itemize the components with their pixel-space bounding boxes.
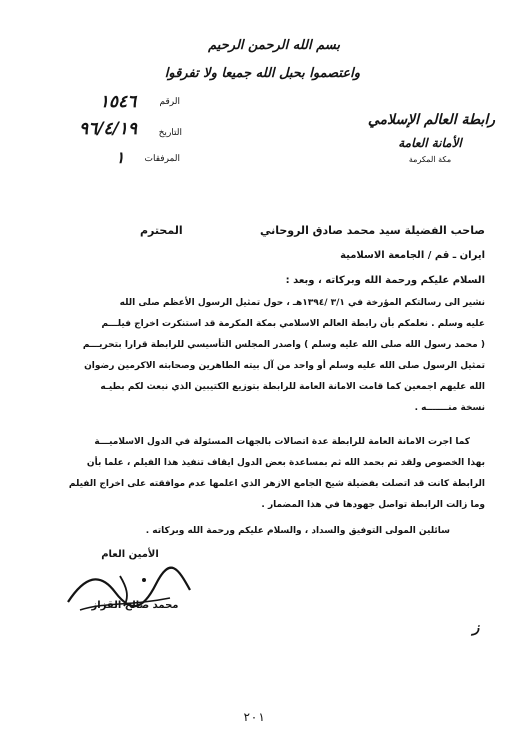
body-line: كما اجرت الامانة العامة للرابطة عدة اتصالات بالجهات المسئولة في الدول الاسلاميـــة [94, 437, 470, 447]
org-name: رابطة العالم الإسلامي [367, 112, 495, 128]
recipient-name: صاحب الفضيلة سيد محمد صادق الروحاني [259, 224, 485, 237]
body-line: ( محمد رسول الله صلى الله عليه وسلم ) واصدر المجلس التأسيسي للرابطة قرارا بتحريـــم [82, 340, 485, 350]
body-line: وما زالت الرابطة تواصل جهودها في هذا المضمار . [261, 500, 485, 510]
body-line: نشير الى رسالتكم المؤرخة في ٣/١ /١٣٩٤هـ ، حول تمثيل الرسول الأعظم صلى الله [119, 298, 485, 308]
org-city: مكة المكرمة [408, 155, 452, 164]
ref-number-label: الرقم [159, 97, 180, 107]
margin-note: ز [472, 620, 480, 636]
recipient-address: ايران ـ قم / الجامعة الاسلامية [340, 250, 485, 261]
basmala: بسم الله الرحمن الرحيم [208, 38, 340, 53]
date-label: التاريخ [158, 128, 182, 138]
org-department: الأمانة العامة [398, 136, 462, 150]
body-line: بهذا الخصوص ولقد تم بحمد الله ثم بمساعدة بعض الدول ايقاف تنفيذ هذا الفيلم ، علما بأن [86, 458, 485, 468]
body-line: عليه وسلم . نعلمكم بأن رابطة العالم الاسلامي بمكة المكرمة قد استنكرت اخراج فيلـــم [101, 319, 485, 329]
recipient-honorific: المحترم [140, 224, 183, 237]
page-number: ٢٠١ [243, 710, 265, 724]
greeting: السلام عليكم ورحمة الله وبركاته ، وبعد : [285, 275, 485, 286]
attachments-value: ١ [115, 148, 125, 167]
date-value: ٩٦/٤/١٩ [78, 119, 138, 139]
attachments-label: المرفقات [144, 154, 180, 164]
body-line: الله عليهم اجمعين كما قامت الامانة العامة للرابطة بتوزيع الكتيبين الذي نبعث لكم بطيـه [100, 382, 485, 392]
closing: سائلين المولى التوفيق والسداد ، والسلام عليكم ورحمة الله وبركاته . [145, 526, 450, 536]
body-line: نسخة منـــــــه . [414, 403, 485, 413]
ref-number-value: ١٥٤٦ [99, 92, 137, 112]
body-line: الرابطة كانت قد اتصلت بفضيلة شيخ الجامع الازهر الذي اعلمها عدم موافقته على اخراج الفيلم [68, 479, 485, 489]
signatory-name: محمد صالح القزاز [91, 600, 179, 611]
body-line: تمثيل الرسول صلى الله عليه وسلم أو واحد من آل بيته الطاهرين وصحابته الاكرمين رضوان [84, 361, 485, 371]
signature-title: الأمين العام [101, 549, 159, 560]
quran-verse: واعتصموا بحبل الله جميعا ولا تفرقوا [164, 66, 360, 81]
